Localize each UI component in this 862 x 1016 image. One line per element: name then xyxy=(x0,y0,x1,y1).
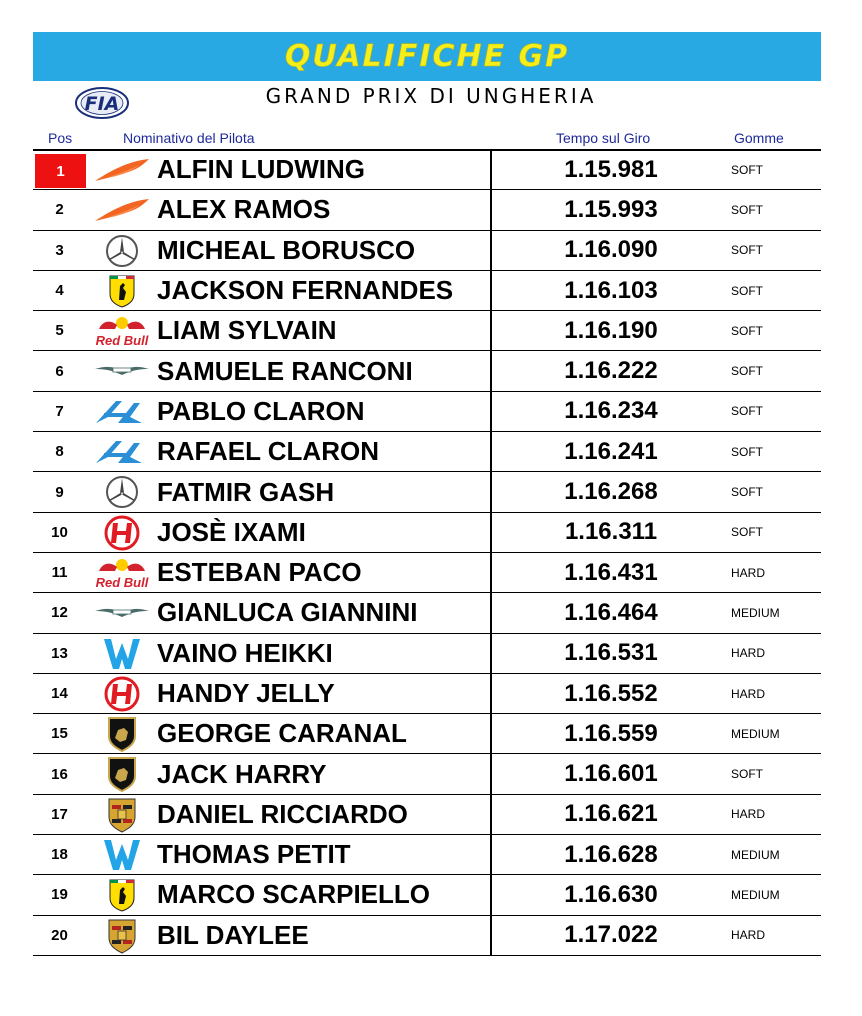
tyre-compound: SOFT xyxy=(731,404,763,419)
tyre-compound: HARD xyxy=(731,565,766,580)
driver-name: JACKSON FERNANDES xyxy=(157,275,454,306)
table-row xyxy=(33,593,821,633)
lap-time: 1.16.601 xyxy=(564,760,658,788)
astonmartin-icon xyxy=(91,353,153,389)
position-cell: 17 xyxy=(51,805,68,823)
mclaren-icon xyxy=(91,192,153,228)
position-cell: 1 xyxy=(35,154,86,188)
driver-name: RAFAEL CLARON xyxy=(157,436,379,467)
table-row xyxy=(33,150,821,190)
table-row xyxy=(33,634,821,674)
column-header-driver: Nominativo del Pilota xyxy=(123,130,255,146)
lap-time: 1.16.552 xyxy=(564,679,658,707)
tyre-compound: HARD xyxy=(731,928,766,943)
table-row xyxy=(33,432,821,472)
fia-logo-text: FIA xyxy=(84,93,120,115)
tyre-compound: MEDIUM xyxy=(731,605,780,620)
position-cell: 11 xyxy=(51,564,68,582)
tyre-compound: SOFT xyxy=(731,162,763,177)
lap-time: 1.16.431 xyxy=(564,558,658,586)
tyre-compound: HARD xyxy=(731,686,766,701)
title-banner xyxy=(33,32,821,81)
lamborghini-icon xyxy=(91,756,153,792)
driver-name: BIL DAYLEE xyxy=(157,919,309,950)
lap-time: 1.16.621 xyxy=(564,800,658,828)
driver-name: GIANLUCA GIANNINI xyxy=(157,597,418,628)
driver-name: VAINO HEIKKI xyxy=(157,637,333,668)
williams-icon xyxy=(91,636,153,672)
page-title: QUALIFICHE GP xyxy=(284,39,570,74)
table-row xyxy=(33,795,821,835)
position-cell: 15 xyxy=(51,725,68,743)
position-cell: 2 xyxy=(55,201,64,219)
position-cell: 14 xyxy=(51,685,68,702)
driver-name: DANIEL RICCIARDO xyxy=(157,798,408,829)
tyre-compound: MEDIUM xyxy=(731,847,780,862)
redbull-icon xyxy=(91,313,153,349)
table-row xyxy=(33,351,821,391)
tyre-compound: HARD xyxy=(731,807,766,822)
tyre-compound: SOFT xyxy=(731,364,763,379)
position-cell: 9 xyxy=(55,483,64,501)
position-cell: 4 xyxy=(55,282,64,300)
mercedes-icon xyxy=(91,474,153,510)
porsche-icon xyxy=(91,918,153,954)
driver-name: FATMIR GASH xyxy=(157,476,335,507)
position-cell: 12 xyxy=(51,604,68,622)
mercedes-icon xyxy=(91,233,153,269)
tyre-compound: HARD xyxy=(731,646,766,661)
lap-time: 1.15.993 xyxy=(564,195,658,223)
lap-time: 1.16.241 xyxy=(564,437,658,465)
alpine-icon xyxy=(91,434,153,470)
tyre-compound: SOFT xyxy=(731,202,763,217)
position-cell: 20 xyxy=(51,926,68,944)
lap-time: 1.16.268 xyxy=(564,478,658,506)
ferrari-icon xyxy=(91,273,153,309)
lap-time: 1.16.628 xyxy=(564,840,658,868)
driver-name: ALFIN LUDWING xyxy=(157,154,365,185)
table-row xyxy=(33,190,821,230)
svg-text:Red Bull: Red Bull xyxy=(95,333,149,349)
svg-text:Red Bull: Red Bull xyxy=(95,574,149,590)
driver-name: MICHEAL BORUSCO xyxy=(157,234,416,265)
lamborghini-icon xyxy=(91,716,153,752)
tyre-compound: SOFT xyxy=(731,243,763,258)
lap-time: 1.16.190 xyxy=(564,316,658,344)
position-cell: 3 xyxy=(55,241,64,259)
lap-time: 1.16.234 xyxy=(564,397,658,425)
astonmartin-icon xyxy=(91,595,153,631)
tyre-compound: MEDIUM xyxy=(731,726,780,741)
table-row xyxy=(33,754,821,794)
position-cell: 10 xyxy=(51,523,68,541)
driver-name: MARCO SCARPIELLO xyxy=(157,879,430,910)
lap-time: 1.16.090 xyxy=(564,236,658,264)
position-cell: 5 xyxy=(55,322,64,340)
tyre-compound: SOFT xyxy=(731,323,763,338)
driver-name: ESTEBAN PACO xyxy=(157,557,362,588)
table-row xyxy=(33,311,821,351)
lap-time: 1.17.022 xyxy=(564,921,658,949)
position-cell: 18 xyxy=(51,846,68,864)
column-header-tyre: Gomme xyxy=(734,130,784,146)
position-cell: 16 xyxy=(51,765,68,783)
table-row xyxy=(33,674,821,714)
lap-time: 1.16.559 xyxy=(564,719,658,747)
table-row xyxy=(33,513,821,553)
page-subtitle: GRAND PRIX DI UNGHERIA xyxy=(265,84,597,108)
lap-time: 1.16.311 xyxy=(564,518,658,546)
position-cell: 8 xyxy=(55,443,64,461)
position-cell: 13 xyxy=(51,644,68,662)
lap-time: 1.16.222 xyxy=(564,357,658,385)
driver-name: JACK HARRY xyxy=(157,758,327,789)
tyre-compound: SOFT xyxy=(731,525,763,540)
table-row xyxy=(33,714,821,754)
haas-icon xyxy=(91,515,153,551)
driver-name: PABLO CLARON xyxy=(157,395,365,426)
williams-icon xyxy=(91,837,153,873)
table-row xyxy=(33,271,821,311)
ferrari-icon xyxy=(91,877,153,913)
driver-name: GEORGE CARANAL xyxy=(157,718,407,749)
column-header-time: Tempo sul Giro xyxy=(556,130,651,146)
table-row xyxy=(33,835,821,875)
tyre-compound: MEDIUM xyxy=(731,887,780,902)
table-row xyxy=(33,231,821,271)
tyre-compound: SOFT xyxy=(731,767,763,782)
table-row xyxy=(33,553,821,593)
mclaren-icon xyxy=(91,152,153,188)
driver-name: HANDY JELLY xyxy=(157,678,335,708)
table-row xyxy=(33,916,821,956)
table-row xyxy=(33,472,821,512)
results-table xyxy=(33,150,821,956)
driver-name: SAMUELE RANCONI xyxy=(157,355,413,386)
driver-name: THOMAS PETIT xyxy=(157,839,351,870)
tyre-compound: SOFT xyxy=(731,283,763,298)
tyre-compound: SOFT xyxy=(731,444,763,459)
lap-time: 1.16.103 xyxy=(564,276,658,304)
position-cell: 7 xyxy=(55,402,64,420)
porsche-icon xyxy=(91,797,153,833)
redbull-icon xyxy=(91,555,153,591)
driver-name: LIAM SYLVAIN xyxy=(157,315,337,346)
table-row xyxy=(33,875,821,915)
position-cell: 6 xyxy=(55,362,64,380)
haas-icon xyxy=(91,676,153,712)
driver-name: JOSÈ IXAMI xyxy=(157,516,306,547)
driver-name: ALEX RAMOS xyxy=(157,194,331,225)
lap-time: 1.16.630 xyxy=(564,880,658,908)
alpine-icon xyxy=(91,394,153,430)
lap-time: 1.16.531 xyxy=(564,639,658,667)
lap-time: 1.16.464 xyxy=(564,598,658,626)
column-header-pos: Pos xyxy=(48,130,73,146)
position-cell: 19 xyxy=(51,886,68,904)
table-row xyxy=(33,392,821,432)
tyre-compound: SOFT xyxy=(731,485,763,500)
lap-time: 1.15.981 xyxy=(564,155,658,183)
